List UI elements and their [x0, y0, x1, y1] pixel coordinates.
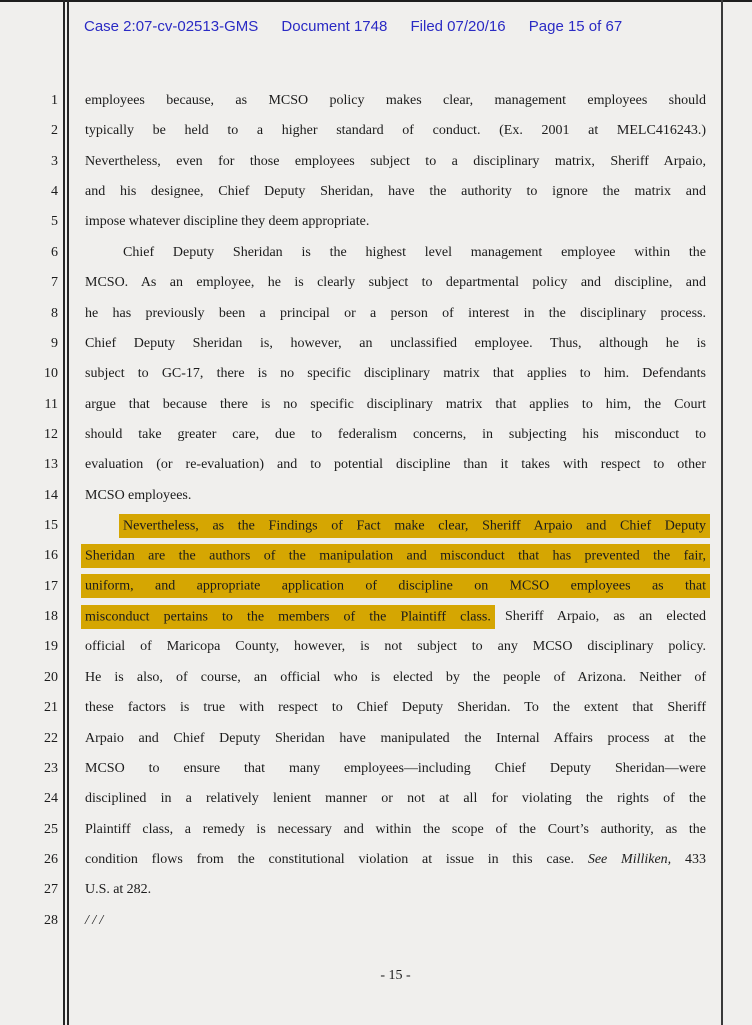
document-line [0, 602, 706, 632]
line-number: 27 [44, 882, 58, 898]
document-line [0, 815, 706, 845]
case-caption-header [84, 18, 714, 35]
highlighted-text: misconduct pertains to the members of the Plaintiff class. [81, 605, 495, 629]
line-text: misconduct pertains to the members of the Plaintiff class. Sheriff Arpaio, as an elected [85, 602, 706, 632]
line-text [85, 541, 706, 571]
filed-date: Filed 07/20/16 [410, 18, 506, 35]
line-number: 4 [51, 184, 58, 200]
line-number: 20 [44, 669, 58, 685]
line-text: typically be held to a higher standard of conduct. (Ex. 2001 at MELC416243.) [85, 123, 706, 139]
line-text: should take greater care, due to federalism concerns, in subjecting his misconduct to [85, 426, 706, 442]
line-number: 25 [44, 821, 58, 837]
document-line [0, 268, 706, 298]
line-number: 12 [44, 426, 58, 442]
line-rows [0, 86, 706, 936]
line-text: Arpaio and Chief Deputy Sheridan have manipulated the Internal Affairs process at the [85, 730, 706, 746]
page-number-footer: - 15 - [380, 968, 411, 983]
highlighted-text: uniform, and appropriate application of discipline on MCSO employees as that [81, 574, 710, 598]
line-text: MCSO to ensure that many employees—including Chief Deputy Sheridan—were [85, 760, 706, 776]
line-number: 14 [44, 487, 58, 503]
line-text: evaluation (or re-evaluation) and to potential discipline than it takes with respect to other [85, 457, 706, 473]
document-line [0, 238, 706, 268]
line-number: 28 [44, 912, 58, 928]
line-text: MCSO. As an employee, he is clearly subject to departmental policy and discipline, and [85, 275, 706, 291]
line-number: 8 [51, 305, 58, 321]
line-text: employees because, as MCSO policy makes clear, management employees should [85, 93, 706, 108]
document-line [0, 663, 706, 693]
pleading-rule-right [721, 0, 723, 1025]
line-number: 17 [44, 578, 58, 594]
document-number: Document 1748 [281, 18, 388, 35]
document-line [0, 784, 706, 814]
line-text: official of Maricopa County, however, is not subject to any MCSO disciplinary policy. [85, 639, 706, 655]
line-text: condition flows from the constitutional violation at issue in this case. See Milliken, 433 [85, 851, 706, 867]
document-line [0, 693, 706, 723]
line-text: disciplined in a relatively lenient manner or not at all for violating the rights of the [85, 791, 706, 807]
line-text: these factors is true with respect to Chief Deputy Sheridan. To the extent that Sheriff [85, 700, 706, 716]
line-text: MCSO employees. [85, 487, 192, 503]
document-line [0, 86, 706, 116]
document-line [0, 754, 706, 784]
line-text: argue that because there is no specific disciplinary matrix that applies to him, the Court [85, 396, 706, 412]
document-line [0, 147, 706, 177]
document-line [0, 632, 706, 662]
line-number: 19 [44, 639, 58, 655]
line-text: subject to GC-17, there is no specific disciplinary matrix that applies to him. Defendants [85, 366, 706, 382]
page-count: Page 15 of 67 [528, 18, 623, 35]
line-number: 23 [44, 760, 58, 776]
document-line [0, 906, 706, 936]
line-number: 7 [51, 275, 58, 291]
line-text [85, 511, 706, 541]
case-number: Case 2:07-cv-02513-GMS [84, 18, 259, 35]
line-number: 2 [51, 123, 58, 139]
document-line [0, 329, 706, 359]
line-text: U.S. at 282. [85, 882, 152, 898]
line-number: 3 [51, 153, 58, 169]
document-line [0, 116, 706, 146]
line-number: 24 [44, 791, 58, 807]
line-number: 26 [44, 851, 58, 867]
line-number: 21 [44, 700, 58, 716]
highlighted-text: Nevertheless, as the Findings of Fact make clear, Sheriff Arpaio and Chief Deputy [119, 514, 710, 538]
line-text: Plaintiff class, a remedy is necessary and within the scope of the Court’s authority, as the [85, 821, 706, 837]
document-line [0, 177, 706, 207]
line-number: 15 [44, 518, 58, 534]
line-number: 5 [51, 214, 58, 230]
document-line [0, 845, 706, 875]
document-line [0, 390, 706, 420]
document-line [0, 359, 706, 389]
line-text: Chief Deputy Sheridan is the highest level management employee within the [123, 244, 706, 260]
document-line [0, 207, 706, 237]
line-number: 13 [44, 457, 58, 473]
line-number: 1 [51, 93, 58, 108]
line-text [85, 572, 706, 602]
line-text: he has previously been a principal or a person of interest in the disciplinary process. [85, 305, 706, 321]
line-text: Nevertheless, even for those employees subject to a disciplinary matrix, Sheriff Arpaio, [85, 153, 706, 169]
line-number: 22 [44, 730, 58, 746]
line-number: 11 [44, 396, 58, 412]
highlighted-text: Sheridan are the authors of the manipulation and misconduct that has prevented the fair, [81, 544, 710, 568]
document-line [0, 724, 706, 754]
document-line [0, 299, 706, 329]
line-text: / / / [85, 912, 104, 928]
line-number: 16 [44, 548, 58, 564]
line-text: Chief Deputy Sheridan is, however, an unclassified employee. Thus, although he is [85, 335, 706, 351]
line-text: He is also, of course, an official who is elected by the people of Arizona. Neither of [85, 669, 706, 685]
line-text: and his designee, Chief Deputy Sheridan, have the authority to ignore the matrix and [85, 184, 706, 200]
document-line [0, 875, 706, 905]
document-line [0, 511, 706, 541]
page-top-border [0, 0, 752, 2]
line-number: 9 [51, 335, 58, 351]
line-number: 10 [44, 366, 58, 382]
document-line [0, 541, 706, 571]
line-number: 6 [51, 244, 58, 260]
document-line [0, 572, 706, 602]
line-number: 18 [44, 609, 58, 625]
line-text: impose whatever discipline they deem appropriate. [85, 214, 370, 230]
document-line [0, 420, 706, 450]
document-line [0, 481, 706, 511]
document-line [0, 450, 706, 480]
